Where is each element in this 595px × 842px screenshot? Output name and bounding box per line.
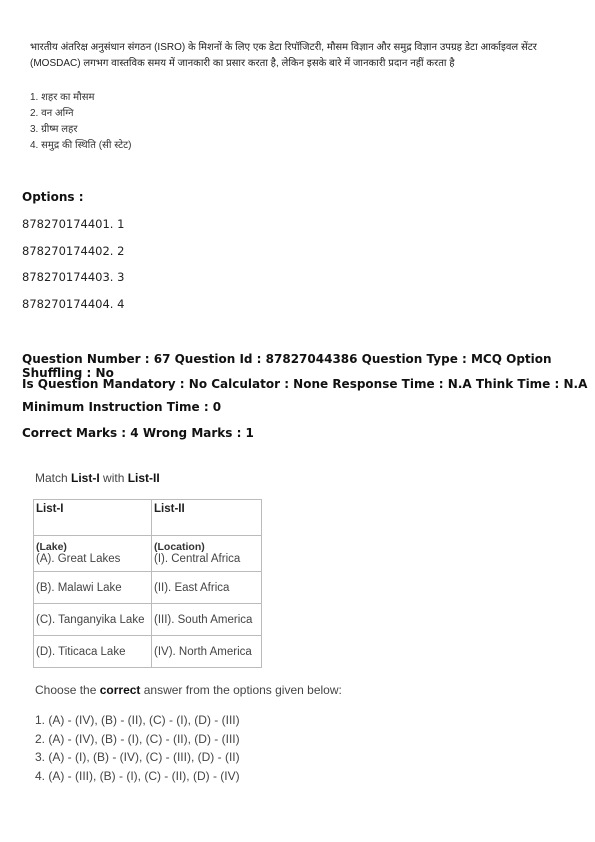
hindi-statement-item: 1. शहर का मौसम: [30, 92, 95, 103]
answer-choice: 2. (A) - (IV), (B) - (I), (C) - (II), (D) - (III): [35, 731, 240, 746]
match-table: [33, 499, 262, 668]
options-heading: Options :: [22, 190, 84, 204]
table-row: [34, 636, 262, 668]
hindi-question-text: [30, 40, 570, 72]
question-info-line: Is Question Mandatory : No Calculator : None Response Time : N.A Think Time : N.A: [22, 377, 588, 391]
question-info-line: Minimum Instruction Time : 0: [22, 400, 222, 414]
table-cell: (I). Central Africa: [152, 553, 262, 572]
answer-choice: 3. (A) - (I), (B) - (IV), (C) - (III), (D) - (II): [35, 750, 240, 764]
table-cell: (D). Titicaca Lake: [34, 636, 152, 668]
hindi-statement-list: [30, 90, 132, 154]
match-list2: List-II: [127, 471, 160, 485]
hindi-statement-item: 4. समुद्र की स्थिति (सी स्टेट): [30, 140, 132, 151]
hindi-question-line: भारतीय अंतरिक्ष अनुसंधान संगठन (ISRO) के मिशनों के लिए एक डेटा रिपॉजिटरी, मौसम विज्ञान और समुद्र विज्ञान उपग्रह डेटा आर्काइवल सेंटर: [30, 42, 537, 53]
choose-prefix: Choose the: [35, 683, 100, 697]
table-row: [34, 604, 262, 636]
table-header-row: [34, 500, 262, 536]
hindi-statement-item: 2. वन अग्नि: [30, 108, 74, 119]
table-cell: (B). Malawi Lake: [34, 572, 152, 604]
option-item: 878270174404. 4: [22, 297, 125, 311]
table-subheader-cell: (Lake): [34, 536, 152, 554]
table-row: [34, 553, 262, 572]
table-cell: (A). Great Lakes: [34, 553, 152, 572]
table-cell: (IV). North America: [152, 636, 262, 668]
match-prefix: Match: [35, 471, 72, 485]
table-header-cell: List-II: [152, 500, 262, 536]
question-info-line: Question Number : 67 Question Id : 87827044386 Question Type : MCQ Option Shuffling : No: [22, 352, 552, 380]
marks-info-line: Correct Marks : 4 Wrong Marks : 1: [22, 426, 254, 440]
choose-bold: correct: [99, 683, 141, 697]
table-cell: (C). Tanganyika Lake: [34, 604, 152, 636]
answer-choice: 1. (A) - (IV), (B) - (II), (C) - (I), (D) - (III): [35, 713, 240, 727]
table-cell: (III). South America: [152, 604, 262, 636]
answer-choice: 4. (A) - (III), (B) - (I), (C) - (II), (D) - (IV): [35, 768, 240, 783]
hindi-statement-item: 3. ग्रीष्म लहर: [30, 124, 78, 135]
table-cell: (II). East Africa: [152, 572, 262, 604]
option-item: 878270174402. 2: [22, 244, 125, 258]
answer-choices: [35, 711, 240, 785]
table-subheader-row: [34, 536, 262, 554]
table-subheader-cell: (Location): [152, 536, 262, 554]
choose-suffix: answer from the options given below:: [140, 683, 342, 697]
table-header-cell: List-I: [34, 500, 152, 536]
option-item: 878270174403. 3: [22, 270, 125, 284]
table-row: [34, 572, 262, 604]
match-list1: List-I: [71, 471, 100, 485]
choose-instruction: [35, 683, 342, 697]
match-instruction: [35, 471, 160, 485]
hindi-question-line: (MOSDAC) लगभग वास्तविक समय में जानकारी का प्रसार करता है, लेकिन इसके बारे में जानकारी प्रदान नहीं करता है: [30, 58, 455, 69]
match-with: with: [99, 471, 128, 485]
option-item: 878270174401. 1: [22, 217, 125, 231]
